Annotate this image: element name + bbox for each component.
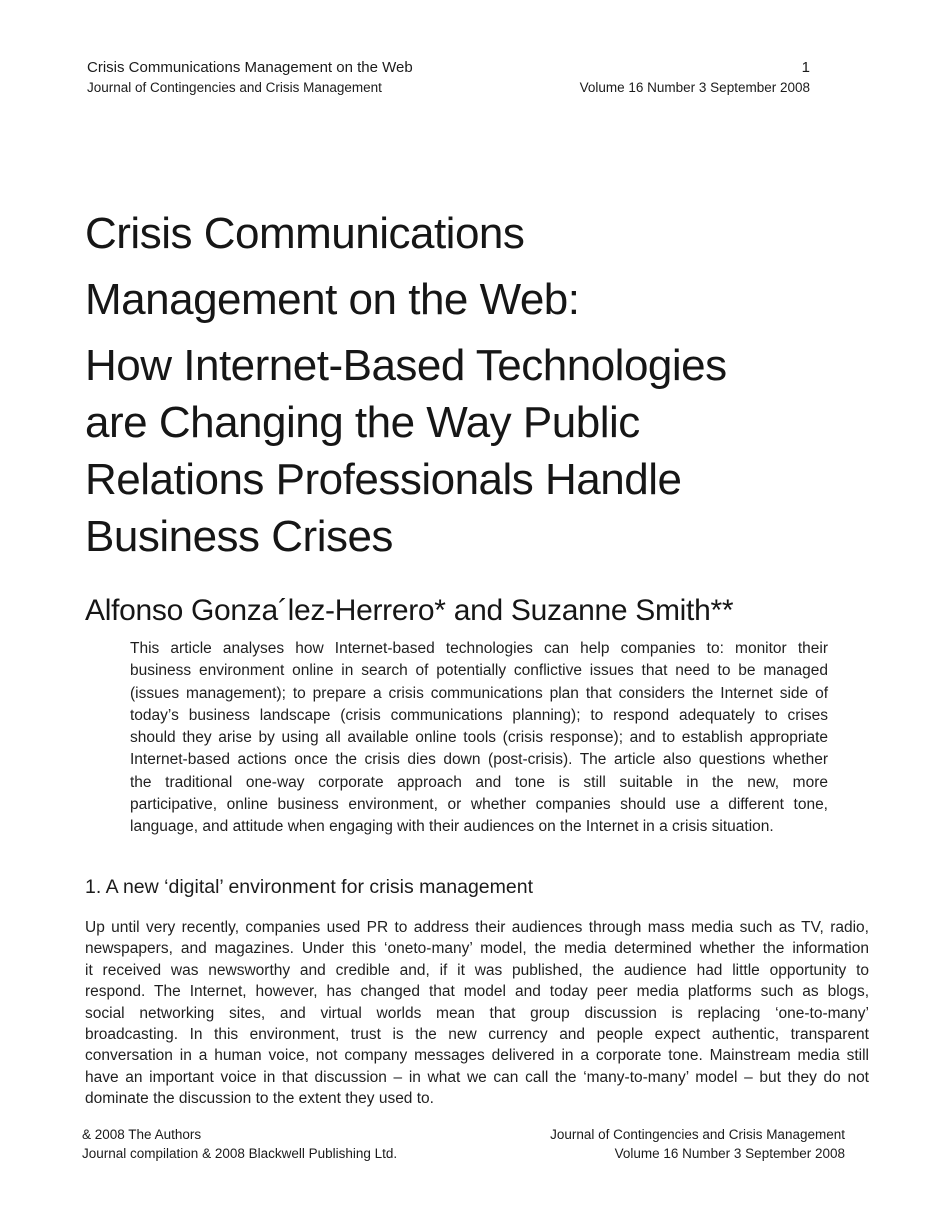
page-number: 1: [801, 59, 810, 76]
text-line: Internet-based actions once the crisis dies down (post-crisis). The article also questions whether: [130, 751, 828, 769]
text-line: should they arise by using all available online tools (crisis response); and to establish appropriate: [130, 729, 828, 747]
running-header-row-1: [87, 57, 810, 78]
text-line: This article analyses how Internet-based technologies can help companies to: monitor their: [130, 640, 828, 657]
footer-journal-name: Journal of Contingencies and Crisis Management: [550, 1127, 845, 1142]
text-line: broadcasting. In this environment, trust is the new currency and people expect authentic, transparent: [85, 1026, 869, 1044]
running-header-title: Crisis Communications Management on the Web: [87, 59, 413, 76]
text-line: respond. The Internet, however, has changed that model and today peer media platforms such as blogs,: [85, 983, 869, 1001]
text-line: How Internet-Based Technologies: [85, 341, 727, 390]
text-line: newspapers, and magazines. Under this ‘oneto-many’ model, the media determined whether the information: [85, 940, 869, 958]
text-line: have an important voice in that discussion – in what we can call the ‘many-to-many’ model – but they do not: [85, 1068, 869, 1086]
text-line: the traditional one-way corporate approach and tone is still suitable in the new, more: [130, 773, 828, 791]
text-line: Business Crises: [85, 512, 393, 561]
running-header-volume: Volume 16 Number 3 September 2008: [579, 80, 810, 95]
running-header: [87, 57, 810, 98]
section-heading-1: 1. A new ‘digital’ environment for crisis management: [85, 876, 533, 898]
body-paragraph: [85, 917, 869, 1110]
article-title-subtitle: [85, 337, 727, 565]
footer-row-2: [82, 1144, 845, 1163]
abstract-paragraph: [130, 638, 828, 839]
text-line: Up until very recently, companies used PR to address their audiences through mass media such as TV, radio,: [85, 919, 869, 936]
text-line: (issues management); to prepare a crisis communications plan that considers the Internet side of: [130, 684, 828, 702]
text-line: dominate the discussion to the extent they used to.: [85, 1090, 434, 1108]
text-line: today’s business landscape (crisis communications planning); to respond adequately to crises: [130, 706, 828, 724]
text-line: social networking sites, and virtual worlds mean that group discussion is replacing ‘one-to-many’: [85, 1004, 869, 1022]
text-line: business environment online in search of potentially conflictive issues that need to be managed: [130, 662, 828, 680]
article-title-main: [85, 201, 580, 333]
page-footer: [82, 1125, 845, 1163]
running-header-journal: Journal of Contingencies and Crisis Management: [87, 80, 382, 95]
text-line: conversation in a human voice, not company messages delivered in a corporate tone. Mainstream media still: [85, 1047, 869, 1065]
text-line: language, and attitude when engaging with their audiences on the Internet in a crisis situation.: [130, 818, 774, 836]
running-header-row-2: [87, 78, 810, 98]
footer-copyright-authors: & 2008 The Authors: [82, 1127, 202, 1142]
text-line: Relations Professionals Handle: [85, 455, 682, 504]
footer-volume-info: Volume 16 Number 3 September 2008: [614, 1146, 845, 1161]
text-line: Crisis Communications: [85, 209, 525, 258]
authors-line: Alfonso Gonza´lez-Herrero* and Suzanne Smith**: [85, 594, 734, 627]
text-line: participative, online business environment, or whether companies should use a different tone,: [130, 796, 828, 814]
footer-compilation-copyright: Journal compilation & 2008 Blackwell Publishing Ltd.: [82, 1146, 398, 1161]
text-line: it received was newsworthy and credible and, if it was published, the audience had little opportunity to: [85, 961, 869, 979]
text-line: Management on the Web:: [85, 275, 580, 324]
text-line: are Changing the Way Public: [85, 398, 640, 447]
footer-row-1: [82, 1125, 845, 1144]
